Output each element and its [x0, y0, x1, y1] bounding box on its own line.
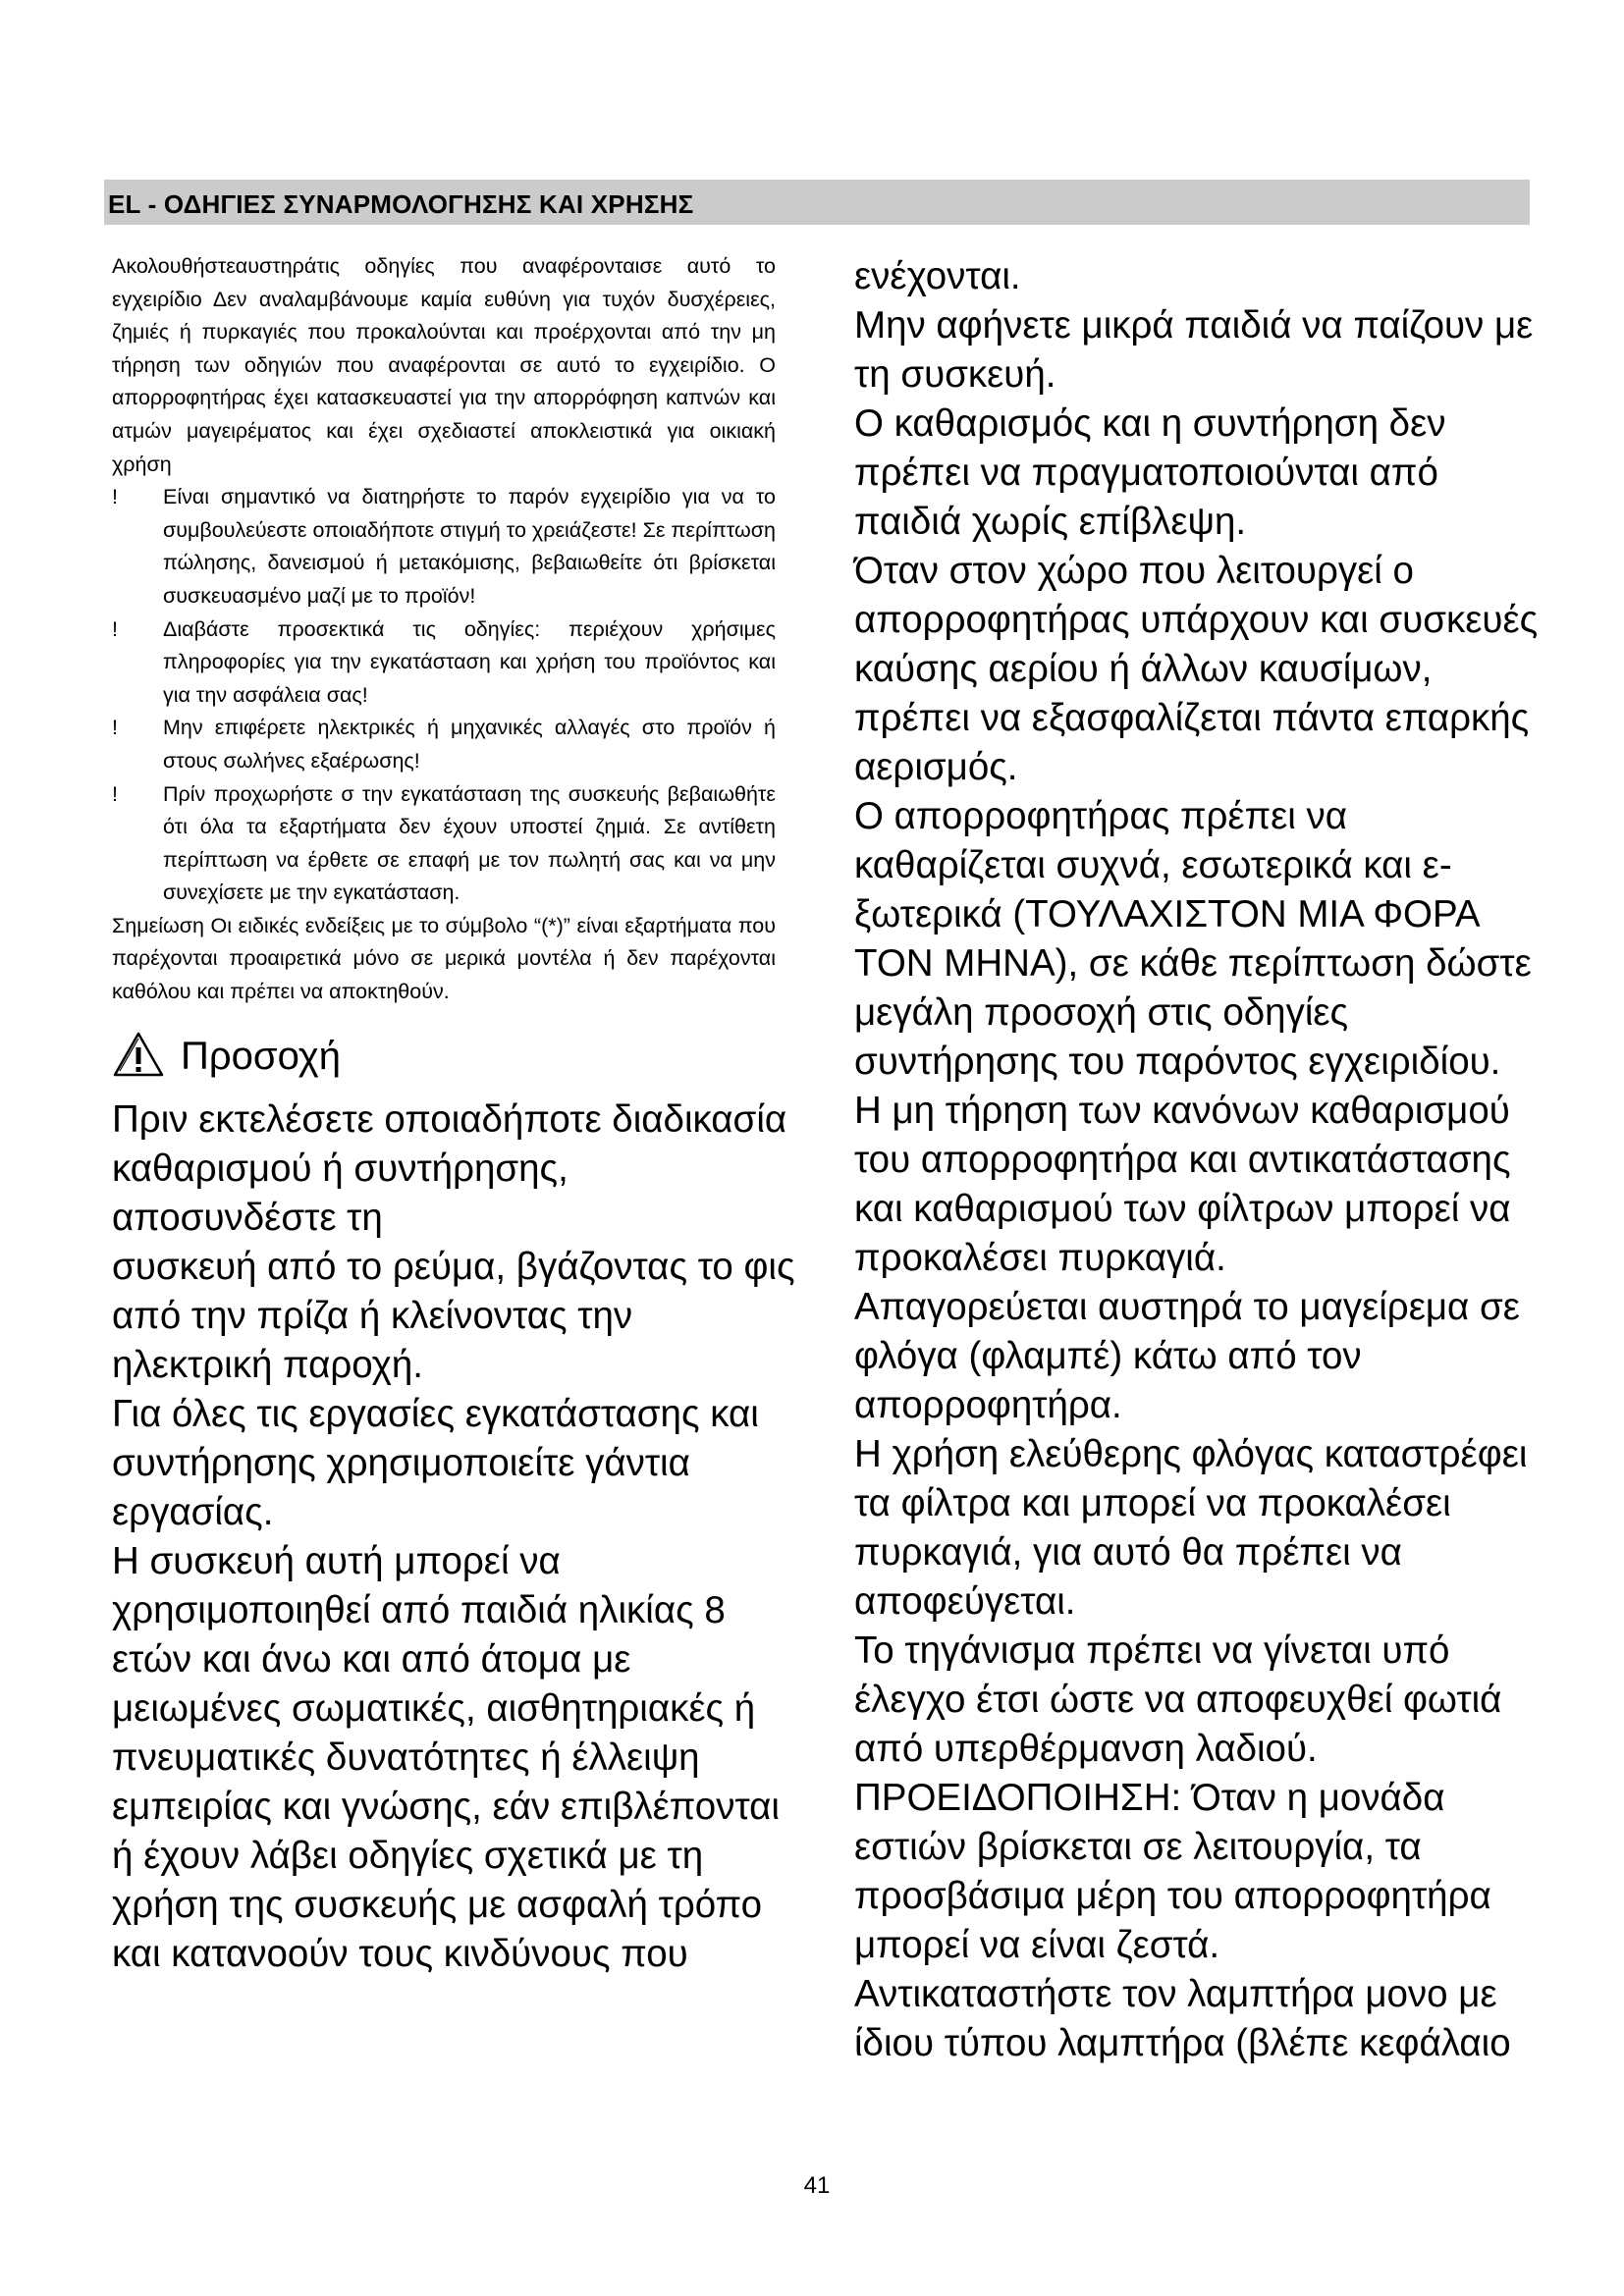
warning-line: Απαγορεύεται αυστηρά το μαγείρεμα σε [854, 1286, 1520, 1328]
warning-line: παιδιά χωρίς επίβλεψη. [854, 501, 1247, 543]
warning-line: χρησιμοποιηθεί από παιδιά ηλικίας 8 [112, 1588, 726, 1631]
warning-line: φλόγα (φλαμπέ) κάτω από τον [854, 1335, 1362, 1377]
note-item [112, 712, 776, 777]
warning-line: ή έχουν λάβει οδηγίες σχετικά με τη [112, 1834, 704, 1877]
warning-line: Ο απορροφητήρας πρέπει να [854, 795, 1348, 837]
exclamation-mark: ! [112, 616, 118, 641]
right-column [854, 252, 1539, 2068]
warning-line: από υπερθέρμανση λαδιού. [854, 1728, 1318, 1770]
warning-line: ξωτερικά (ΤΟΥΛΑΧΙΣΤΟΝ ΜΙΑ ΦΟΡΑ [854, 893, 1481, 935]
warning-line: και καθαρισμού των φίλτρων μπορεί να [854, 1188, 1511, 1230]
warning-line: αποσυνδέστε τη [112, 1196, 383, 1239]
footnote: Σημείωση Οι ειδικές ενδείξεις με το σύμβολο “(*)” είναι εξαρτήματα που παρέχονται προαιρετικά μόνο σε μερικά μοντέλα ή δεν παρέχονται καθόλου και πρέπει να αποκτηθούν. [112, 913, 776, 1004]
warning-triangle-icon [112, 1031, 165, 1078]
warning-line: απορροφητήρας υπάρχουν και συσκευές [854, 599, 1539, 641]
exclamation-mark: ! [112, 781, 118, 806]
note-text: Είναι σημαντικό να διατηρήστε το παρόν εγχειρίδιο για να το συμβουλεύεστε οποιαδήποτε στιγμή το χρειάζεστε! Σε περίπτωση πώλησης, δανεισμού ή μετακόμισης, βεβαιωθείτε ότι βρίσκεται συσκευασμένο μαζί με το προϊόν! [163, 485, 776, 608]
warning-line: Το τηγάνισμα πρέπει να γίνεται υπό [854, 1629, 1450, 1672]
warning-line: Η χρήση ελεύθερης φλόγας καταστρέφει [854, 1433, 1528, 1475]
warning-line: μπορεί να είναι ζεστά. [854, 1924, 1220, 1966]
warning-line: τη συσκευή. [854, 353, 1056, 396]
exclamation-mark: ! [112, 716, 118, 740]
warning-line: απορροφητήρα. [854, 1384, 1122, 1426]
note-text: Πρίν προχωρήστε σ την εγκατάσταση της συσκευής βεβαιωθήτε ότι όλα τα εξαρτήματα δεν έχουν υποστεί ζημιά. Σε αντίθετη περίπτωση να έρθετε σε επαφή με τον πωλητή σας και να μην συνεχίσετε με την εγκατάσταση. [163, 781, 776, 905]
warning-line: Για όλες τις εργασίες εγκατάστασης και [112, 1392, 759, 1435]
note-text: Μην επιφέρετε ηλεκτρικές ή μηχανικές αλλαγές στο προϊόν ή στους σωλήνες εξαέρωσης! [163, 716, 776, 773]
note-item [112, 481, 776, 613]
warning-line: και κατανοούν τους κινδύνους που [112, 1932, 688, 1975]
left-column [112, 250, 795, 1979]
section-title: EL - ΟΔΗΓΙΕΣ ΣΥΝΑΡΜΟΛΟΓΗΣΗΣ ΚΑΙ ΧΡΗΣΗΣ [108, 189, 694, 219]
warning-line: του απορροφητήρα και αντικατάστασης [854, 1139, 1511, 1181]
warning-text-left [112, 1095, 795, 1979]
warning-line: καθαρίζεται συχνά, εσωτερικά και ε- [854, 844, 1452, 886]
warning-line: προκαλέσει πυρκαγιά. [854, 1237, 1226, 1279]
warning-line: πρέπει να πραγματοποιούνται από [854, 452, 1438, 494]
warning-line: προσβάσιμα μέρη του απορροφητήρα [854, 1875, 1491, 1917]
warning-line: μειωμένες σωματικές, αισθητηριακές ή [112, 1686, 756, 1730]
warning-line: πρέπει να εξασφαλίζεται πάντα επαρκής [854, 697, 1530, 739]
warning-line: ΤΟΝ ΜΗΝΑ), σε κάθε περίπτωση δώστε [854, 942, 1532, 985]
warning-line: συσκευή από το ρεύμα, βγάζοντας το φις [112, 1245, 795, 1288]
warning-line: εργασίας. [112, 1490, 274, 1533]
warning-line: ΠΡΟΕΙΔΟΠΟΙΗΣΗ: Όταν η μονάδα [854, 1777, 1445, 1819]
warning-line: καθαρισμού ή συντήρησης, [112, 1147, 568, 1190]
warning-line: πυρκαγιά, για αυτό θα πρέπει να [854, 1531, 1402, 1574]
warning-line: Όταν στον χώρο που λειτουργεί ο [854, 550, 1414, 592]
warning-line: μεγάλη προσοχή στις οδηγίες [854, 991, 1349, 1034]
notes-list [112, 481, 776, 910]
warning-line: Η μη τήρηση των κανόνων καθαρισμού [854, 1090, 1510, 1132]
note-item [112, 614, 776, 713]
warning-line: πνευματικές δυνατότητες ή έλλειψη [112, 1735, 700, 1779]
warning-line: συντήρησης χρησιμοποιείτε γάντια [112, 1441, 690, 1484]
note-text: Διαβάστε προσεκτικά τις οδηγίες: περιέχουν χρήσιμες πληροφορίες για την εγκατάσταση και χρήση του προϊόντος και για την ασφάλεια σας! [163, 616, 776, 707]
warning-line: αερισμός. [854, 746, 1018, 788]
warning-line: τα φίλτρα και μπορεί να προκαλέσει [854, 1482, 1451, 1524]
warning-line: συντήρησης του παρόντος εγχειριδίου. [854, 1041, 1501, 1083]
warning-line: καύσης αερίου ή άλλων καυσίμων, [854, 648, 1433, 690]
warning-heading [112, 1031, 776, 1092]
page-number: 41 [803, 2172, 831, 2199]
warning-line: από την πρίζα ή κλείνοντας την [112, 1294, 633, 1337]
note-item [112, 778, 776, 910]
warning-line: Ο καθαρισμός και η συντήρηση δεν [854, 402, 1446, 445]
warning-line: Αντικαταστήστε τον λαμπτήρα μονο με [854, 1973, 1497, 2015]
warning-title: Προσοχή [181, 1034, 341, 1078]
warning-line: ηλεκτρική παροχή. [112, 1343, 423, 1386]
warning-line: Η συσκευή αυτή μπορεί να [112, 1539, 561, 1582]
warning-line: έλεγχο έτσι ώστε να αποφευχθεί φωτιά [854, 1679, 1502, 1721]
warning-line: ενέχονται. [854, 255, 1021, 297]
warning-line: Πριν εκτελέσετε οποιαδήποτε διαδικασία [112, 1097, 787, 1141]
warning-line: αποφεύγεται. [854, 1580, 1076, 1623]
warning-line: ίδιου τύπου λαμπτήρα (βλέπε κεφάλαιο [854, 2022, 1511, 2064]
warning-line: Μην αφήνετε μικρά παιδιά να παίζουν με [854, 304, 1534, 347]
warning-line: χρήση της συσκευής με ασφαλή τρόπο [112, 1883, 763, 1926]
warning-line: ετών και άνω και από άτομα με [112, 1637, 631, 1681]
warning-line: εστιών βρίσκεται σε λειτουργία, τα [854, 1826, 1422, 1868]
warning-line: εμπειρίας και γνώσης, εάν επιβλέπονται [112, 1785, 780, 1828]
section-header-bar [104, 180, 1530, 225]
exclamation-mark: ! [112, 485, 118, 509]
intro-paragraph: Ακολουθήστεαυστηράτις οδηγίες που αναφέρονταισε αυτό το εγχειρίδιο Δεν αναλαμβάνουμε καμία ευθύνη για τυχόν δυσχέρειες, ζημιές ή πυρκαγιές που προκαλούνται και προέρχονται από την μη τήρηση των οδηγιών που αναφέρονται σε αυτό το εγχειρίδιο. Ο απορροφητήρας έχει κατασκευαστεί για την απορρόφηση καπνών και ατμών μαγειρέματος και έχει σχεδιαστεί αποκλειστικά για οικιακή χρήση [112, 254, 776, 476]
